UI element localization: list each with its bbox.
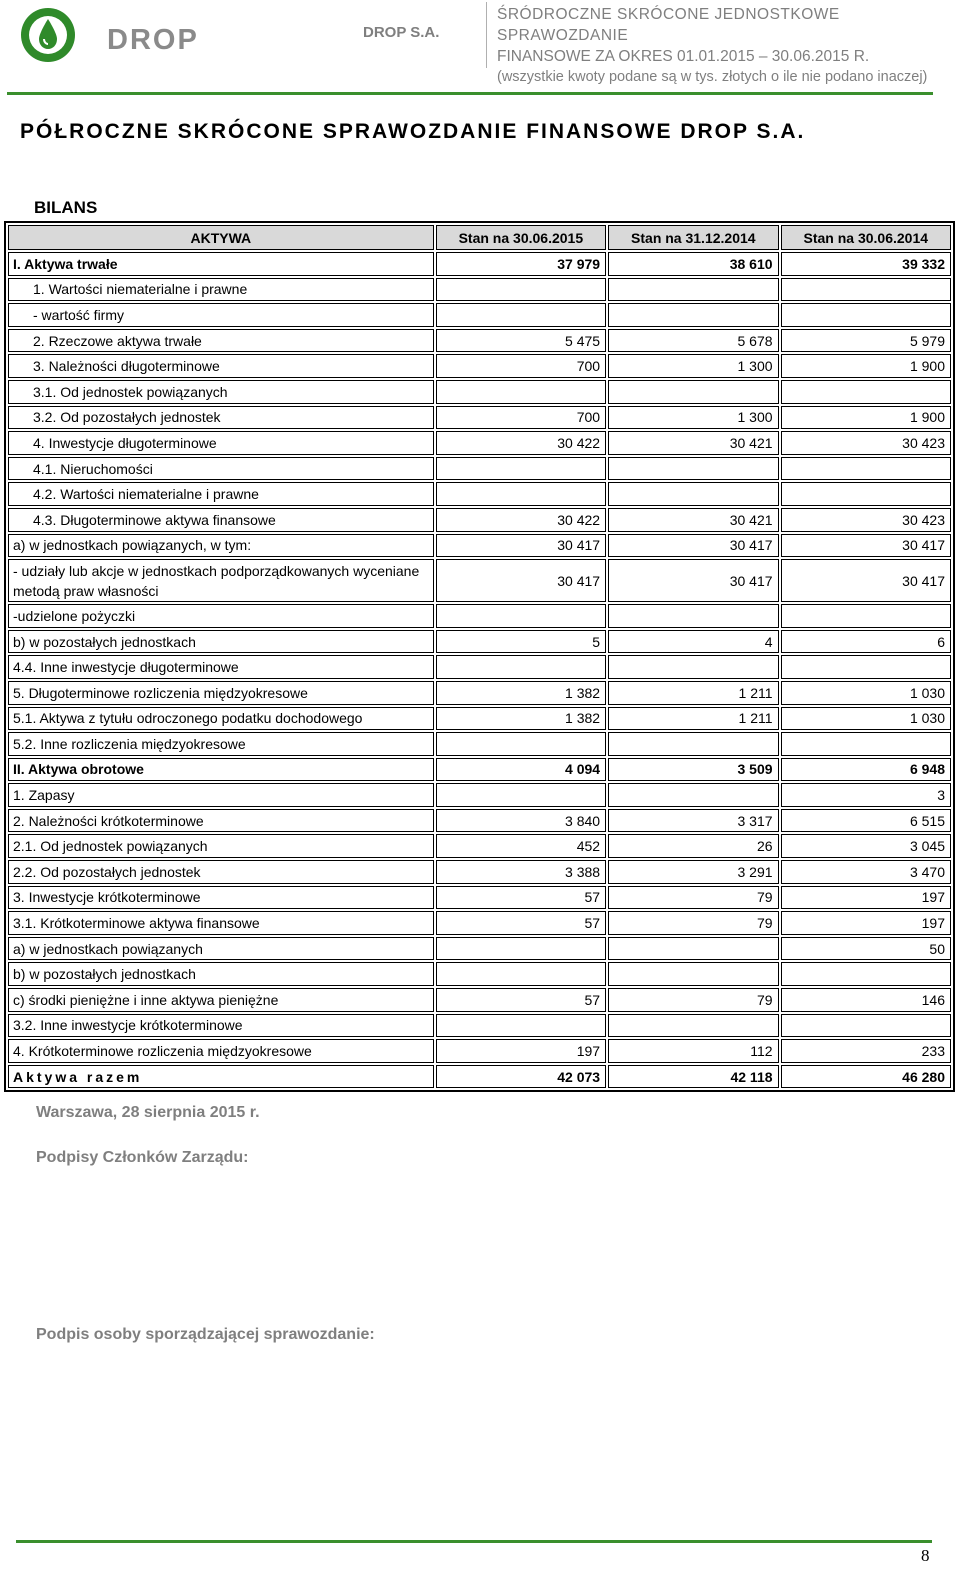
value-2015-06: 4 094: [436, 758, 606, 782]
value-2014-06: 1 900: [781, 354, 951, 378]
value-2015-06: [436, 303, 606, 327]
value-2015-06: [436, 732, 606, 756]
table-row: [8, 380, 951, 404]
table-row: [8, 732, 951, 756]
value-2014-12: [608, 1014, 778, 1038]
table-row: [8, 482, 951, 506]
value-2014-06: [781, 732, 951, 756]
value-2015-06: 452: [436, 834, 606, 858]
value-2014-06: 30 417: [781, 559, 951, 602]
page-number: 8: [921, 1546, 930, 1565]
value-2015-06: 1 382: [436, 681, 606, 705]
currency-note: (wszystkie kwoty podane są w tys. złotych o ile nie podano inaczej): [497, 69, 928, 85]
value-2015-06: 57: [436, 911, 606, 935]
drop-logo: [19, 6, 199, 66]
row-label: 3. Inwestycje krótkoterminowe: [8, 886, 434, 910]
value-2014-12: 1 211: [608, 681, 778, 705]
table-row: [8, 1065, 951, 1089]
value-2014-12: 26: [608, 834, 778, 858]
value-2014-12: 30 421: [608, 508, 778, 532]
drop-logo-icon: [19, 6, 83, 66]
value-2014-12: [608, 604, 778, 628]
table-row: [8, 604, 951, 628]
value-2014-06: 1 030: [781, 707, 951, 731]
value-2014-12: [608, 380, 778, 404]
board-signatures-label: Podpisy Członków Zarządu:: [36, 1149, 249, 1166]
table-row: [8, 252, 951, 276]
value-2014-06: 197: [781, 911, 951, 935]
value-2014-06: [781, 1014, 951, 1038]
value-2014-12: 3 509: [608, 758, 778, 782]
row-label: 4. Krótkoterminowe rozliczenia międzyokresowe: [8, 1039, 434, 1063]
value-2014-06: 3: [781, 783, 951, 807]
balance-sheet-frame: [4, 221, 955, 1092]
row-label: 4.4. Inne inwestycje długoterminowe: [8, 655, 434, 679]
column-header-2014-12: Stan na 31.12.2014: [608, 225, 778, 250]
company-name: DROP S.A.: [363, 24, 440, 41]
table-row: [8, 962, 951, 986]
value-2014-06: 1 900: [781, 406, 951, 430]
preparer-signature-label: Podpis osoby sporządzającej sprawozdanie:: [36, 1326, 375, 1343]
row-label: 5.1. Aktywa z tytułu odroczonego podatku dochodowego: [8, 707, 434, 731]
value-2014-12: 3 291: [608, 860, 778, 884]
table-row: [8, 457, 951, 481]
value-2014-06: [781, 962, 951, 986]
row-label: 1. Zapasy: [8, 783, 434, 807]
section-title: BILANS: [34, 198, 98, 217]
value-2015-06: 700: [436, 406, 606, 430]
row-label: - wartość firmy: [8, 303, 434, 327]
row-label: 4. Inwestycje długoterminowe: [8, 431, 434, 455]
table-row: [8, 886, 951, 910]
page-header: [0, 0, 960, 100]
value-2014-06: 146: [781, 988, 951, 1012]
value-2014-06: 6 515: [781, 809, 951, 833]
column-header-2015-06: Stan na 30.06.2015: [436, 225, 606, 250]
value-2014-12: 30 417: [608, 559, 778, 602]
value-2014-12: 30 421: [608, 431, 778, 455]
balance-sheet-table: [6, 223, 953, 1090]
value-2015-06: [436, 1014, 606, 1038]
value-2015-06: [436, 655, 606, 679]
value-2014-06: [781, 278, 951, 302]
value-2014-06: 6: [781, 630, 951, 654]
value-2014-12: [608, 732, 778, 756]
value-2015-06: 1 382: [436, 707, 606, 731]
value-2014-12: 1 211: [608, 707, 778, 731]
value-2014-12: 79: [608, 988, 778, 1012]
table-row: [8, 783, 951, 807]
value-2014-06: 50: [781, 937, 951, 961]
balance-sheet-body: [8, 252, 951, 1088]
row-label: a) w jednostkach powiązanych, w tym:: [8, 534, 434, 558]
value-2015-06: 30 422: [436, 431, 606, 455]
row-label: 2.2. Od pozostałych jednostek: [8, 860, 434, 884]
row-label: I. Aktywa trwałe: [8, 252, 434, 276]
row-label: 5. Długoterminowe rozliczenia międzyokresowe: [8, 681, 434, 705]
value-2014-12: [608, 303, 778, 327]
value-2014-06: 46 280: [781, 1065, 951, 1089]
row-label: 4.1. Nieruchomości: [8, 457, 434, 481]
value-2015-06: 197: [436, 1039, 606, 1063]
table-row: [8, 278, 951, 302]
row-label: b) w pozostałych jednostkach: [8, 630, 434, 654]
table-row: [8, 508, 951, 532]
row-label: 2. Rzeczowe aktywa trwałe: [8, 329, 434, 353]
row-label: 4.3. Długoterminowe aktywa finansowe: [8, 508, 434, 532]
table-row: [8, 937, 951, 961]
value-2014-06: 1 030: [781, 681, 951, 705]
value-2015-06: 42 073: [436, 1065, 606, 1089]
report-header-title: [497, 4, 957, 88]
table-row: [8, 1014, 951, 1038]
value-2014-12: [608, 482, 778, 506]
table-row: [8, 758, 951, 782]
value-2014-12: 5 678: [608, 329, 778, 353]
value-2014-06: 30 417: [781, 534, 951, 558]
table-row: [8, 406, 951, 430]
value-2015-06: 30 422: [436, 508, 606, 532]
table-row: [8, 834, 951, 858]
row-label: Aktywa razem: [8, 1065, 434, 1089]
row-label: II. Aktywa obrotowe: [8, 758, 434, 782]
table-row: [8, 655, 951, 679]
value-2015-06: 5 475: [436, 329, 606, 353]
value-2015-06: 57: [436, 886, 606, 910]
table-row: [8, 354, 951, 378]
value-2014-12: 38 610: [608, 252, 778, 276]
value-2015-06: 37 979: [436, 252, 606, 276]
value-2015-06: 30 417: [436, 534, 606, 558]
row-label: 3.2. Od pozostałych jednostek: [8, 406, 434, 430]
row-label: 2. Należności krótkoterminowe: [8, 809, 434, 833]
table-row: [8, 431, 951, 455]
row-label: 3.1. Od jednostek powiązanych: [8, 380, 434, 404]
value-2014-06: 39 332: [781, 252, 951, 276]
table-row: [8, 681, 951, 705]
table-header-row: [8, 225, 951, 250]
value-2014-12: 3 317: [608, 809, 778, 833]
row-label: 3.2. Inne inwestycje krótkoterminowe: [8, 1014, 434, 1038]
value-2015-06: 3 840: [436, 809, 606, 833]
row-label: 5.2. Inne rozliczenia międzyokresowe: [8, 732, 434, 756]
value-2014-12: 4: [608, 630, 778, 654]
row-label: 1. Wartości niematerialne i prawne: [8, 278, 434, 302]
value-2014-06: [781, 482, 951, 506]
row-label: a) w jednostkach powiązanych: [8, 937, 434, 961]
logo-text: DROP: [107, 24, 199, 56]
place-date: Warszawa, 28 sierpnia 2015 r.: [36, 1104, 260, 1121]
value-2014-12: [608, 278, 778, 302]
value-2014-12: 79: [608, 911, 778, 935]
value-2014-06: 233: [781, 1039, 951, 1063]
value-2015-06: 57: [436, 988, 606, 1012]
value-2014-06: 5 979: [781, 329, 951, 353]
value-2014-06: [781, 604, 951, 628]
value-2014-12: 30 417: [608, 534, 778, 558]
value-2014-12: [608, 783, 778, 807]
row-label: 4.2. Wartości niematerialne i prawne: [8, 482, 434, 506]
table-row: [8, 534, 951, 558]
value-2014-06: 197: [781, 886, 951, 910]
table-row: [8, 329, 951, 353]
table-row: [8, 630, 951, 654]
value-2014-06: [781, 303, 951, 327]
value-2014-12: 42 118: [608, 1065, 778, 1089]
row-label: - udziały lub akcje w jednostkach podporządkowanych wyceniane metodą praw własności: [8, 559, 434, 602]
value-2015-06: 700: [436, 354, 606, 378]
document-title: PÓŁROCZNE SKRÓCONE SPRAWOZDANIE FINANSOWE DROP S.A.: [20, 120, 806, 143]
table-row: [8, 809, 951, 833]
value-2014-12: 79: [608, 886, 778, 910]
value-2014-06: 6 948: [781, 758, 951, 782]
value-2014-12: [608, 937, 778, 961]
footer-rule: [16, 1540, 932, 1543]
table-row: [8, 559, 951, 602]
table-row: [8, 911, 951, 935]
value-2015-06: [436, 604, 606, 628]
column-header-2014-06: Stan na 30.06.2014: [781, 225, 951, 250]
value-2015-06: [436, 380, 606, 404]
report-title-line2: FINANSOWE ZA OKRES 01.01.2015 – 30.06.2015 R.: [497, 48, 870, 65]
column-header-assets: AKTYWA: [8, 225, 434, 250]
value-2015-06: [436, 937, 606, 961]
value-2015-06: [436, 278, 606, 302]
header-rule: [7, 92, 933, 95]
row-label: c) środki pieniężne i inne aktywa pieniężne: [8, 988, 434, 1012]
value-2014-06: 30 423: [781, 508, 951, 532]
table-row: [8, 707, 951, 731]
value-2014-12: 1 300: [608, 406, 778, 430]
value-2014-06: 3 470: [781, 860, 951, 884]
row-label: 2.1. Od jednostek powiązanych: [8, 834, 434, 858]
table-row: [8, 988, 951, 1012]
value-2015-06: 5: [436, 630, 606, 654]
value-2014-12: 112: [608, 1039, 778, 1063]
value-2014-06: [781, 380, 951, 404]
value-2014-06: [781, 457, 951, 481]
value-2015-06: [436, 482, 606, 506]
value-2014-06: 3 045: [781, 834, 951, 858]
value-2014-12: [608, 655, 778, 679]
row-label: 3.1. Krótkoterminowe aktywa finansowe: [8, 911, 434, 935]
value-2015-06: [436, 962, 606, 986]
value-2014-06: [781, 655, 951, 679]
value-2014-06: 30 423: [781, 431, 951, 455]
table-row: [8, 860, 951, 884]
report-title-line1: ŚRÓDROCZNE SKRÓCONE JEDNOSTKOWE SPRAWOZDANIE: [497, 6, 840, 44]
value-2014-12: [608, 457, 778, 481]
header-divider: [486, 2, 487, 68]
value-2014-12: 1 300: [608, 354, 778, 378]
value-2015-06: 30 417: [436, 559, 606, 602]
row-label: 3. Należności długoterminowe: [8, 354, 434, 378]
value-2014-12: [608, 962, 778, 986]
value-2015-06: [436, 783, 606, 807]
table-row: [8, 1039, 951, 1063]
value-2015-06: [436, 457, 606, 481]
table-row: [8, 303, 951, 327]
row-label: -udzielone pożyczki: [8, 604, 434, 628]
row-label: b) w pozostałych jednostkach: [8, 962, 434, 986]
value-2015-06: 3 388: [436, 860, 606, 884]
